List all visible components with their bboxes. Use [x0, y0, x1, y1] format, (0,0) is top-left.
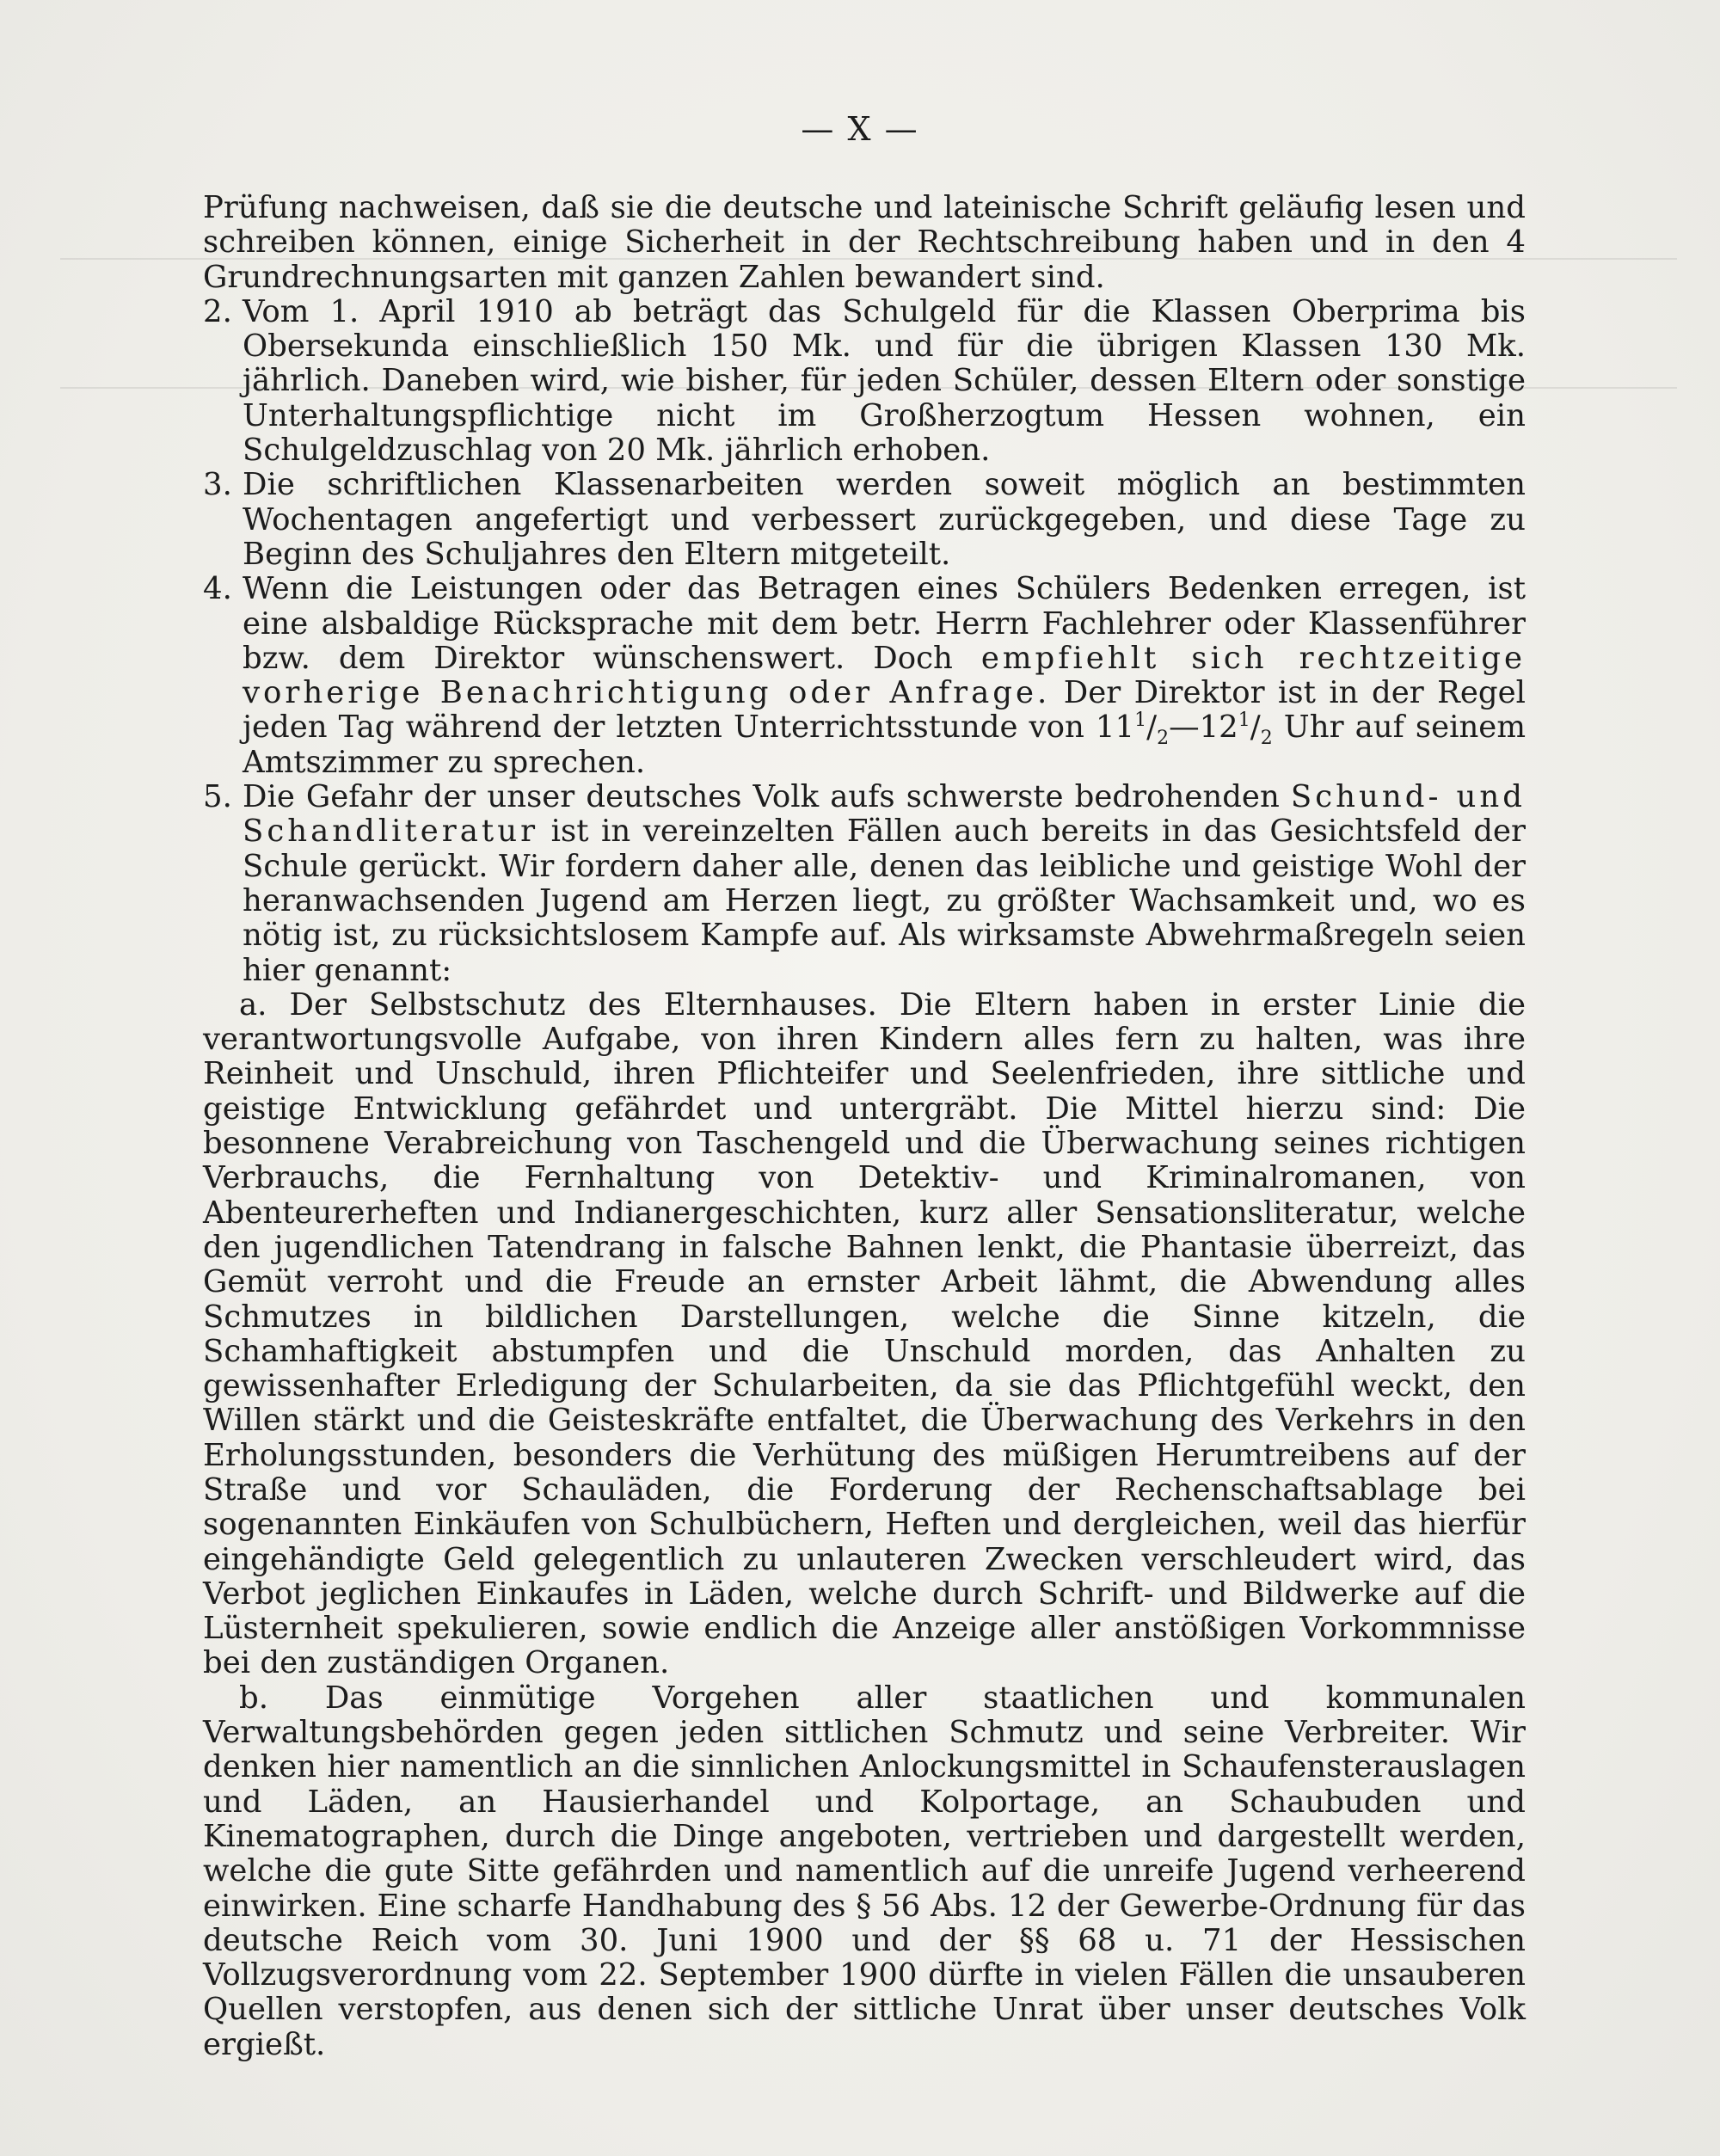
- time-start: $11^1/_2$: [1095, 709, 1170, 750]
- sub-paragraph-a: a. Der Selbstschutz des Elternhauses. Die Eltern haben in erster Linie die verantwortungsvolle Aufgabe, von ihren Kindern alles fern zu halten, was ihre Reinheit und Unschuld, ihren Pflichteifer und Seelenfrieden, ihre sittliche und geistige Entwicklung gefährdet und untergräbt. Die Mittel hierzu sind: Die besonnene Verabreichung von Taschengeld und die Überwachung seines richtigen Verbrauchs, die Fernhaltung von Detektiv- und Kriminalromanen, von Abenteurerheften und Indianergeschichten, kurz aller Sensationsliteratur, welche den jugendlichen Tatendrang in falsche Bahnen lenkt, die Phantasie überreizt, das Gemüt verroht und die Freude an ernster Arbeit lähmt, die Abwendung alles Schmutzes in bildlichen Darstellungen, welche die Sinne kitzeln, die Schamhaftigkeit abstumpfen und die Unschuld morden, das Anhalten zu gewissenhafter Erledigung der Schularbeiten, da sie das Pflichtgefühl weckt, den Willen stärkt und die Geisteskräfte entfaltet, die Überwachung des Verkehrs in den Erholungsstunden, besonders die Verhütung des müßigen Herumtreibens auf der Straße und vor Schauläden, die Forderung der Rechenschaftsablage bei sogenannten Einkäufen von Schulbüchern, Heften und dergleichen, weil das hierfür eingehändigte Geld gelegentlich zu unlauteren Zwecken verschleudert wird, das Verbot jeglichen Einkaufes in Läden, welche durch Schrift- und Bildwerke auf die Lüsternheit spekulieren, sowie endlich die Anzeige aller anstößigen Vorkommnisse bei den zuständigen Organen.: [203, 986, 1526, 1681]
- text-run: ist in vereinzelten Fällen auch bereits in das Gesichtsfeld der Schule gerückt. Wir fordern daher alle, denen das leibliche und geistige Wohl der heranwachsenden Jugend am Herzen liegt, zu größter Wachsamkeit und, wo es nötig ist, zu rücksichtslosem Kampfe auf. Als wirksamste Abwehrmaßregeln seien hier genannt:: [243, 814, 1526, 988]
- fraction-numerator: 1: [1238, 709, 1250, 732]
- dash: —: [1169, 709, 1200, 746]
- list-item-4: [203, 572, 1526, 780]
- list-number: 5.: [203, 779, 232, 815]
- emphasized-text: Schund- und Schandliteratur: [243, 779, 1526, 850]
- text-run: Die Gefahr der unser deutsches Volk aufs schwerste bedrohenden: [243, 779, 1280, 815]
- time-whole: 11: [1095, 709, 1135, 746]
- list-number: 4.: [203, 571, 232, 607]
- text-run: Der Direktor ist in der Regel jeden Tag während der letzten Unterrichtsstunde von: [243, 675, 1526, 746]
- page-number: — X —: [801, 110, 919, 148]
- text-run: Uhr auf seinem Amtszimmer zu sprechen.: [243, 709, 1526, 780]
- list-number: 3.: [203, 467, 232, 503]
- list-text: Vom 1. April 1910 ab beträgt das Schulgeld für die Klassen Oberprima bis Obersekunda einschließlich 150 Mk. und für die übrigen Klassen 130 Mk. jährlich. Daneben wird, wie bisher, für jeden Schüler, dessen Eltern oder sonstige Unterhaltungspflichtige nicht im Großherzogtum Hessen wohnen, ein Schulgeldzuschlag von 20 Mk. jährlich erhoben.: [243, 293, 1526, 469]
- body-text: [203, 191, 1526, 2062]
- fraction-denominator: 2: [1260, 728, 1273, 750]
- text-run: Wenn die Leistungen oder das Betragen eines Schülers Bedenken erregen, ist eine alsbaldige Rücksprache mit dem betr. Herrn Fachlehrer oder Klassenführer bzw. dem Direktor wünschenswert. Doch: [243, 571, 1526, 676]
- list-text: [243, 572, 1526, 780]
- time-end: $12^1/_2$: [1199, 709, 1273, 750]
- list-item-3: [203, 468, 1526, 572]
- list-text: [243, 780, 1526, 988]
- list-item-2: [203, 295, 1526, 468]
- fraction-numerator: 1: [1134, 709, 1147, 732]
- emphasized-text: empfiehlt sich rechtzeitige vorherige Benachrichtigung oder Anfrage.: [243, 640, 1526, 711]
- list-item-5: [203, 780, 1526, 988]
- list-number: 2.: [203, 293, 232, 329]
- time-whole: 12: [1199, 709, 1238, 746]
- sub-paragraph-b: b. Das einmütige Vorgehen aller staatlichen und kommunalen Verwaltungsbehörden gegen jeden sittlichen Schmutz und seine Verbreiter. Wir denken hier namentlich an die sinnlichen Anlockungsmittel in Schaufensterauslagen und Läden, an Hausierhandel und Kolportage, an Schaubuden und Kinematographen, durch die Dinge angeboten, vertrieben und dargestellt werden, welche die gute Sitte gefährden und namentlich auf die unreife Jugend verheerend einwirken. Eine scharfe Handhabung des § 56 Abs. 12 der Gewerbe-Ordnung für das deutsche Reich vom 30. Juni 1900 und der §§ 68 u. 71 der Hessischen Vollzugsverordnung vom 22. September 1900 dürfte in vielen Fällen die unsauberen Quellen verstopfen, aus denen sich der sittliche Unrat über unser deutsches Volk ergießt.: [203, 1680, 1526, 2062]
- fraction-denominator: 2: [1157, 728, 1170, 750]
- list-text: Die schriftlichen Klassenarbeiten werden soweit möglich an bestimmten Wochentagen angefertigt und verbessert zurückgegeben, und diese Tage zu Beginn des Schuljahres den Eltern mitgeteilt.: [243, 467, 1526, 572]
- paragraph-intro: Prüfung nachweisen, daß sie die deutsche und lateinische Schrift geläufig lesen und schreiben können, einige Sicherheit in der Rechtschreibung haben und in den 4 Grundrechnungsarten mit ganzen Zahlen bewandert sind.: [203, 190, 1526, 295]
